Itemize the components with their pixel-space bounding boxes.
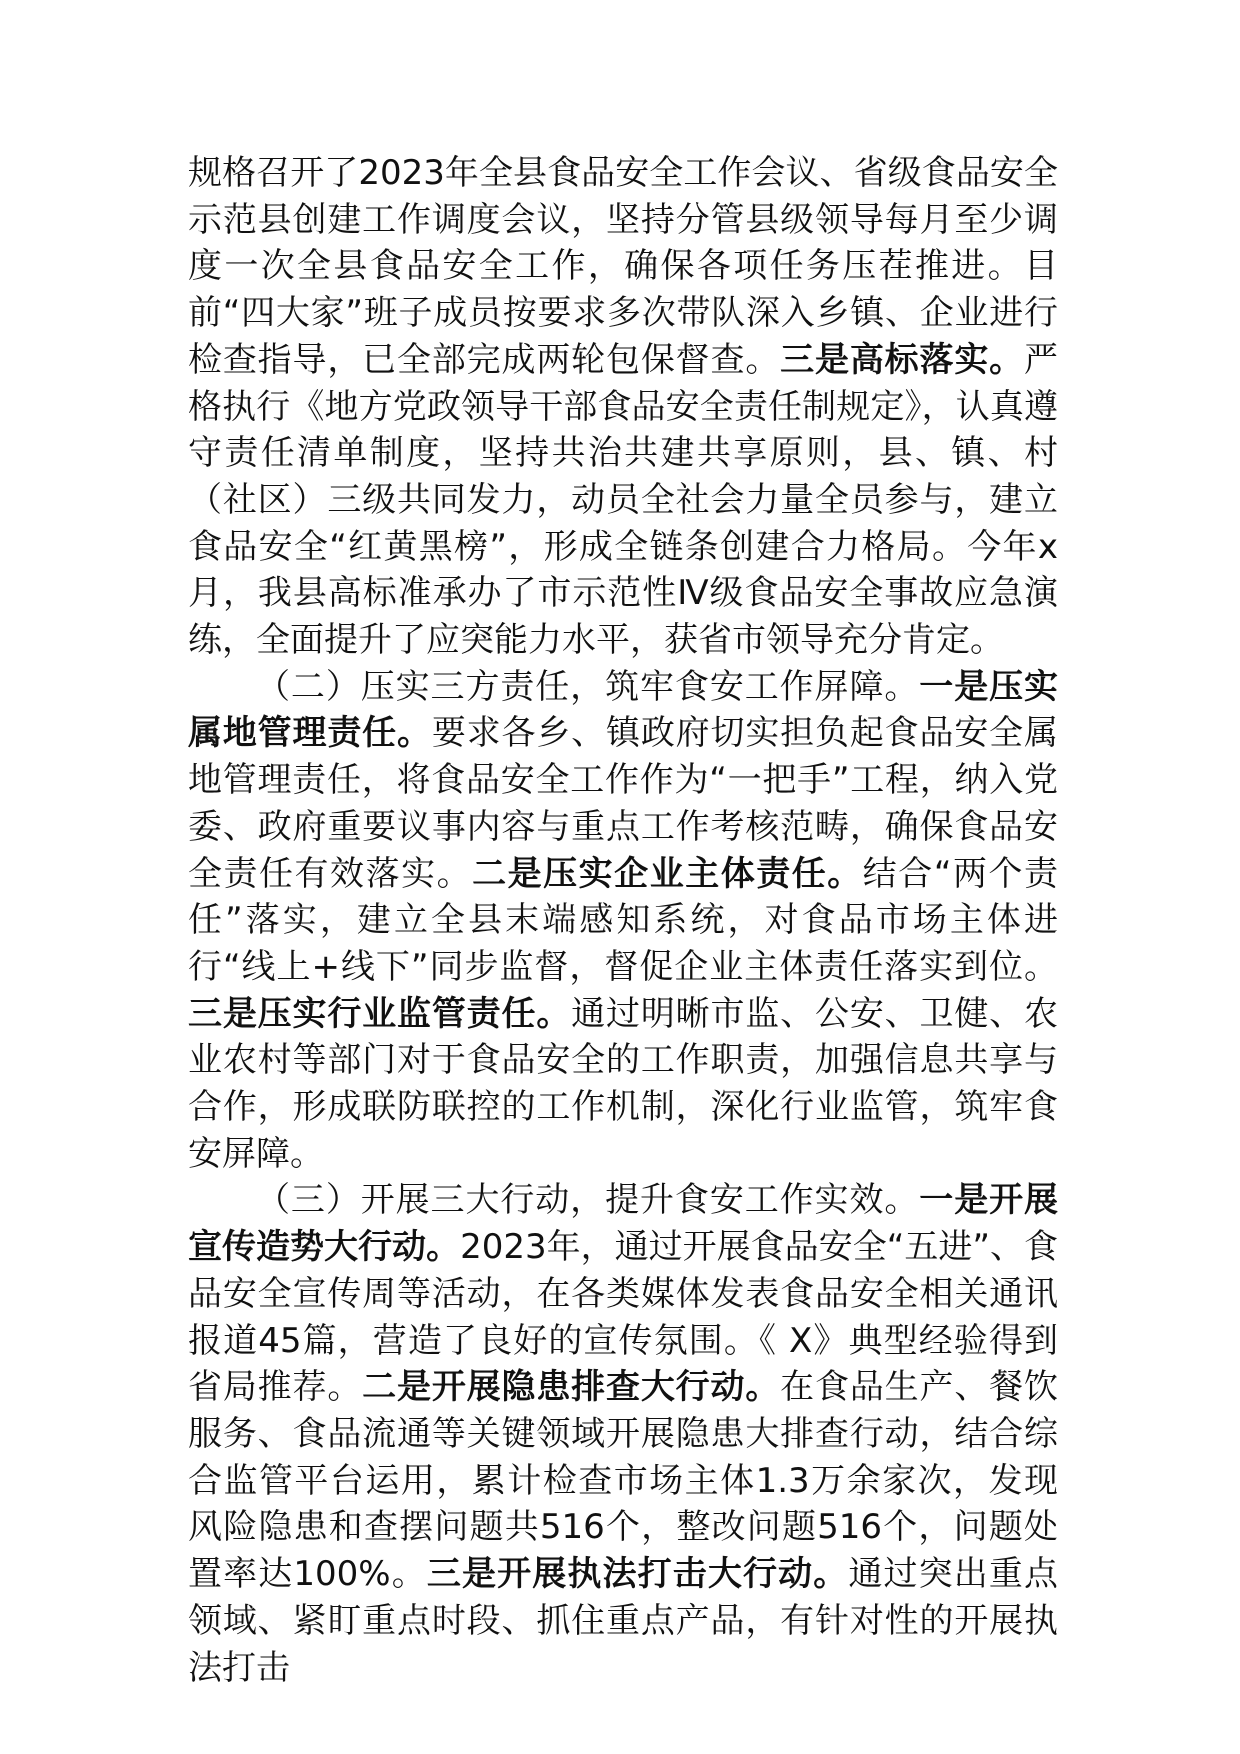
text-segment: 通过突出重点领域、紧盯重点时段、抓住重点产品，有针对性的开展执法打击 xyxy=(188,1554,1059,1688)
bold-heading-segment: 三是压实行业监管责任。 xyxy=(188,993,572,1034)
section-heading-segment: （二）压实三方责任，筑牢食安工作屏障。 xyxy=(256,666,920,707)
bold-heading-segment: 三是开展执法打击大行动。 xyxy=(426,1554,849,1595)
section-heading-segment: （三）开展三大行动，提升食安工作实效。 xyxy=(256,1180,920,1221)
text-segment: 通过明晰市监、公安、卫健、农业农村等部门对于食品安全的工作职责，加强信息共享与合作，形成联防联控的工作机制，深化行业监管，筑牢食安屏障。 xyxy=(188,993,1059,1174)
text-segment: 2023年，通过开展食品安全“五进”、食品安全宣传周等活动，在各类媒体发表食品安全相关通讯报道45篇，营造了良好的宣传氛围。《 X》典型经验得到省局推荐。 xyxy=(188,1227,1058,1408)
bold-heading-segment: 二是压实企业主体责任。 xyxy=(472,853,863,894)
text-segment: 结合“两个责任”落实，建立全县末端感知系统，对食品市场主体进行“线上+线下”同步监督，督促企业主体责任落实到位。 xyxy=(188,853,1058,987)
text-segment: 严格执行《地方党政领导干部食品安全责任制规定》，认真遵守责任清单制度，坚持共治共建共享原则，县、镇、村（社区）三级共同发力，动员全社会力量全员参与，建立食品安全“红黄黑榜”，形成全链条创建合力格局。今年x月，我县高标准承办了市示范性Ⅳ级食品安全事故应急演练，全面提升了应突能力水平，获省市领导充分肯定。 xyxy=(188,339,1059,661)
bold-heading-segment: 三是高标落实。 xyxy=(780,339,1025,380)
bold-heading-segment: 二是开展隐患排查大行动。 xyxy=(362,1367,781,1408)
paragraph-3 xyxy=(188,1177,1058,1691)
text-segment: 要求各乡、镇政府切实担负起食品安全属地管理责任，将食品安全工作作为“一把手”工程，纳入党委、政府重要议事内容与重点工作考核范畴，确保食品安全责任有效落实。 xyxy=(188,713,1059,894)
bold-heading-segment: 一是压实属地管理责任。 xyxy=(188,666,1059,754)
text-segment: 规格召开了2023年全县食品安全工作会议、省级食品安全示范县创建工作调度会议，坚持分管县级领导每月至少调度一次全县食品安全工作，确保各项任务压茬推进。目前“四大家”班子成员按要求多次带队深入乡镇、企业进行检查指导，已全部完成两轮包保督查。 xyxy=(188,153,1058,380)
text-segment: 在食品生产、餐饮服务、食品流通等关键领域开展隐患大排查行动，结合综合监管平台运用，累计检查市场主体1.3万余家次，发现风险隐患和查摆问题共516个，整改问题516个，问题处置率达100%。 xyxy=(188,1367,1059,1595)
bold-heading-segment: 一是开展宣传造势大行动。 xyxy=(188,1180,1059,1268)
paragraph-1 xyxy=(188,150,1058,664)
paragraph-2 xyxy=(188,664,1058,1178)
document-page xyxy=(188,150,1058,1691)
